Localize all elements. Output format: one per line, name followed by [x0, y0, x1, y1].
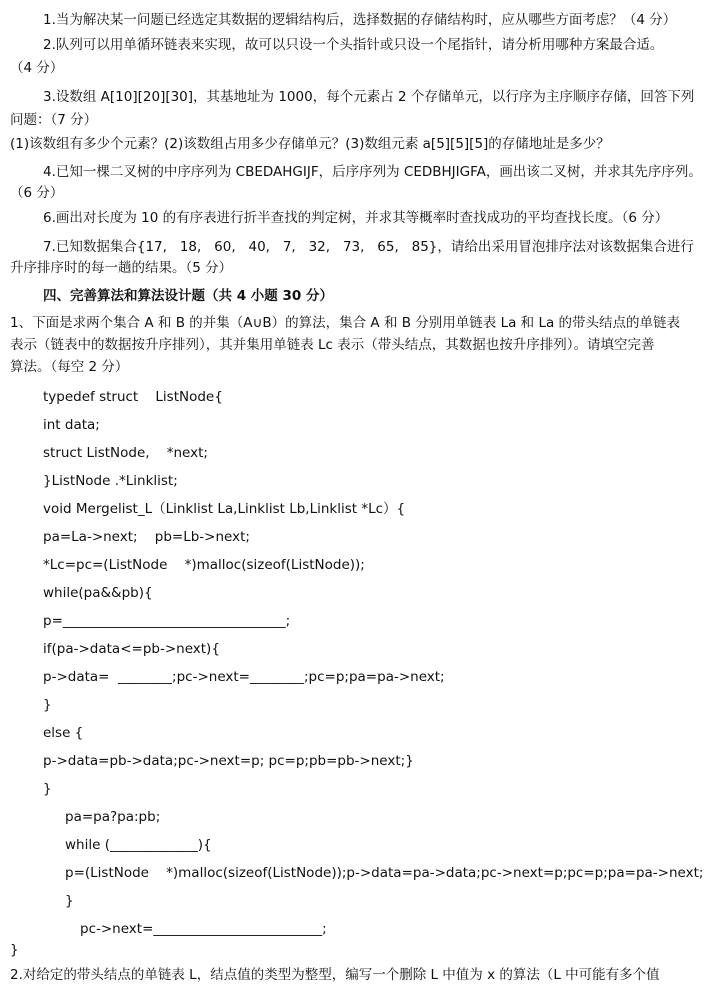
code-line: else {	[43, 725, 84, 741]
code-line: int data;	[43, 417, 100, 433]
code-line: pa=pa?pa:pb;	[65, 809, 161, 825]
code-line: if(pa->data<=pb->next){	[43, 641, 220, 657]
question-4: 4.已知一棵二叉树的中序序列为 CBEDAHGIJF，后序序列为 CEDBHJIGFA，画出该二叉树，并求其先序序列。	[43, 164, 702, 180]
problem-2: 2.对给定的带头结点的单链表 L，结点值的类型为整型，编写一个删除 L 中值为 x 的算法（L 中可能有多个值	[10, 967, 660, 983]
code-line: void Mergelist_L（Linklist La,Linklist Lb,Linklist *Lc）{	[43, 501, 406, 517]
code-line: pa=La->next; pb=Lb->next;	[43, 529, 250, 545]
problem-1-cont: 表示（链表中的数据按升序排列），其并集用单链表 Lc 表示（带头结点，其数据也按升序排列）。请填空完善	[10, 337, 655, 353]
question-4-score: （6 分）	[10, 185, 64, 201]
question-2: 2.队列可以用单循环链表来实现，故可以只设一个头指针或只设一个尾指针，请分析用哪种方案最合适。	[43, 37, 664, 53]
question-7: 7.已知数据集合{17, 18, 60, 40, 7, 32, 73, 65, 85}，请给出采用冒泡排序法对该数据集合进行	[43, 239, 694, 255]
code-blank-line: pc->next=_________________________;	[80, 921, 327, 937]
code-line: p=(ListNode *)malloc(sizeof(ListNode));p->data=pa->data;pc->next=p;pc=p;pa=pa->next;	[65, 865, 704, 881]
code-line: }	[65, 893, 74, 909]
code-line: p->data=pb->data;pc->next=p; pc=p;pb=pb->next;}	[43, 753, 414, 769]
code-blank-line: while (_____________){	[65, 837, 212, 853]
problem-1-cont2: 算法。（每空 2 分）	[10, 359, 129, 375]
question-2-score: （4 分）	[10, 60, 64, 76]
code-line: *Lc=pc=(ListNode *)malloc(sizeof(ListNode));	[43, 557, 365, 573]
section-heading: 四、完善算法和算法设计题（共 4 小题 30 分）	[43, 288, 333, 304]
question-3-cont: 问题：（7 分）	[10, 112, 98, 128]
code-line: typedef struct ListNode{	[43, 389, 223, 405]
code-line: }	[10, 942, 19, 958]
problem-1: 1、下面是求两个集合 A 和 B 的并集（A∪B）的算法，集合 A 和 B 分别用单链表 La 和 La 的带头结点的单链表	[10, 315, 681, 331]
code-line: }ListNode .*Linklist;	[43, 473, 178, 489]
code-line: while(pa&&pb){	[43, 585, 153, 601]
question-7-cont: 升序排序时的每一趟的结果。（5 分）	[10, 260, 233, 276]
code-blank-line: p=_________________________________;	[43, 613, 291, 629]
question-1: 1.当为解决某一问题已经选定其数据的逻辑结构后，选择数据的存储结构时，应从哪些方面考虑？（4 分）	[43, 12, 677, 28]
question-3-subparts: (1)该数组有多少个元素？(2)该数组占用多少存储单元？(3)数组元素 a[5][5][5]的存储地址是多少？	[10, 136, 610, 152]
question-3: 3.设数组 A[10][20][30]，其基地址为 1000，每个元素占 2 个存储单元，以行序为主序顺序存储，回答下列	[43, 89, 695, 105]
question-6: 6.画出对长度为 10 的有序表进行折半查找的判定树，并求其等概率时查找成功的平均查找长度。（6 分）	[43, 210, 669, 226]
code-line: struct ListNode, *next;	[43, 445, 208, 461]
code-line: }	[43, 697, 52, 713]
code-blank-line: p->data= ________;pc->next=________;pc=p;pa=pa->next;	[43, 669, 445, 685]
code-line: }	[43, 781, 52, 797]
